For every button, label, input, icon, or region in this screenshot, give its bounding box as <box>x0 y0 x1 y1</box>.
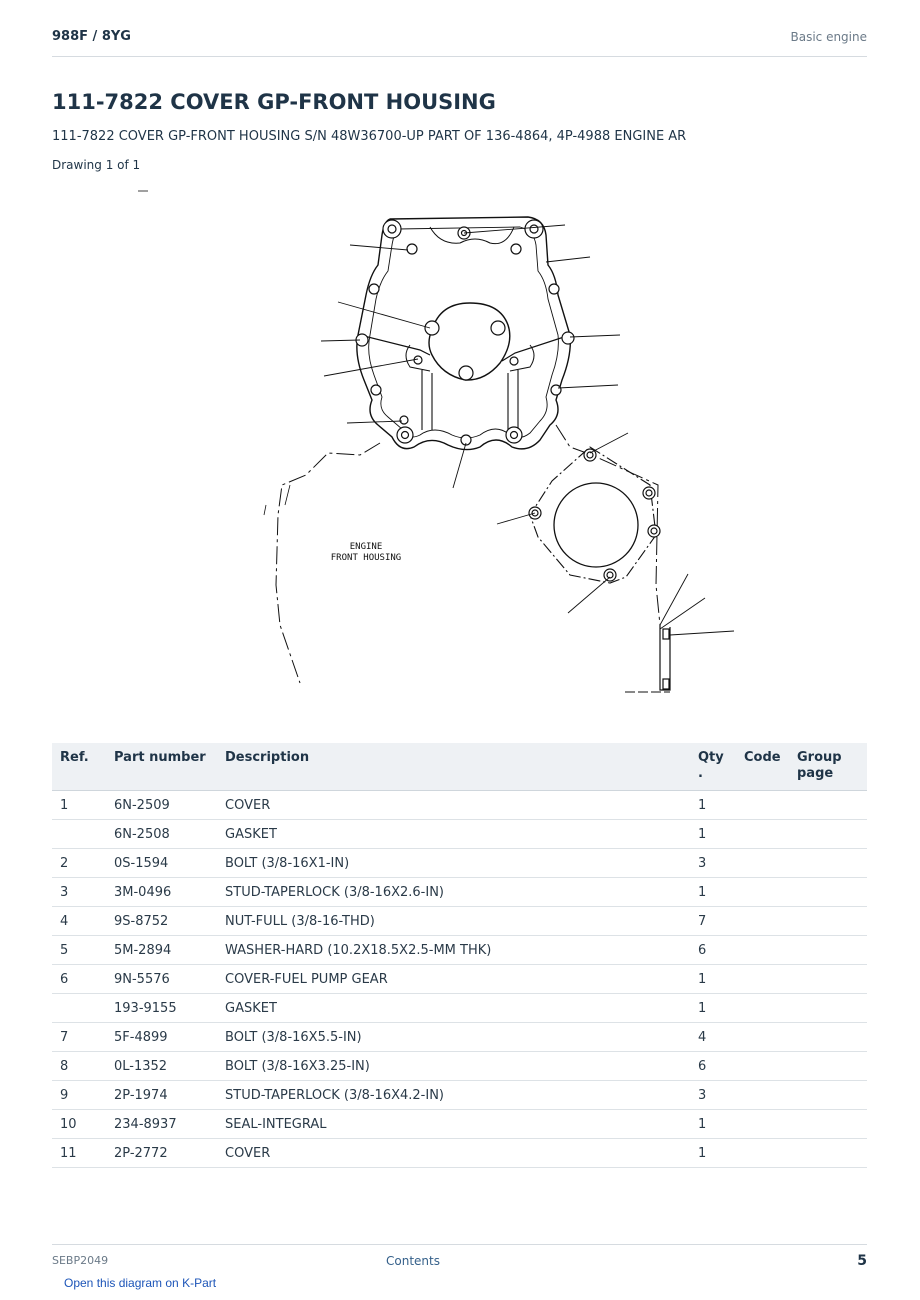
table-row <box>52 820 867 849</box>
description-cell: SEAL-INTEGRAL <box>217 1110 690 1139</box>
description-cell: BOLT (3/8-16X3.25-IN) <box>217 1052 690 1081</box>
col-ref-header: Ref. <box>52 743 106 791</box>
part-number-cell: 5F-4899 <box>106 1023 217 1052</box>
group-page-cell <box>789 1081 867 1110</box>
page-footer <box>52 1244 867 1269</box>
table-row <box>52 878 867 907</box>
col-description-header: Description <box>217 743 690 791</box>
col-qty-header: Qty . <box>690 743 736 791</box>
description-cell: STUD-TAPERLOCK (3/8-16X2.6-IN) <box>217 878 690 907</box>
description-cell: NUT-FULL (3/8-16-THD) <box>217 907 690 936</box>
table-row <box>52 1139 867 1168</box>
contents-link[interactable]: Contents <box>386 1254 440 1268</box>
group-page-cell <box>789 1139 867 1168</box>
code-cell <box>736 820 789 849</box>
part-number-cell: 0S-1594 <box>106 849 217 878</box>
part-number-cell: 6N-2508 <box>106 820 217 849</box>
code-cell <box>736 1052 789 1081</box>
description-cell: BOLT (3/8-16X5.5-IN) <box>217 1023 690 1052</box>
code-cell <box>736 1081 789 1110</box>
group-page-cell <box>789 878 867 907</box>
qty-cell: 6 <box>690 1052 736 1081</box>
col-code-header: Code <box>736 743 789 791</box>
part-number-cell: 0L-1352 <box>106 1052 217 1081</box>
code-cell <box>736 1023 789 1052</box>
page-subtitle: 111-7822 COVER GP-FRONT HOUSING S/N 48W36700-UP PART OF 136-4864, 4P-4988 ENGINE AR <box>52 129 687 144</box>
description-cell: BOLT (3/8-16X1-IN) <box>217 849 690 878</box>
qty-cell: 1 <box>690 994 736 1023</box>
code-cell <box>736 965 789 994</box>
front-cover-outline <box>357 217 570 450</box>
code-cell <box>736 1139 789 1168</box>
table-row <box>52 907 867 936</box>
qty-cell: 6 <box>690 936 736 965</box>
table-row <box>52 849 867 878</box>
code-cell <box>736 1110 789 1139</box>
part-number-cell: 9N-5576 <box>106 965 217 994</box>
description-cell: COVER <box>217 791 690 820</box>
model-label: 988F / 8YG <box>52 29 131 44</box>
ref-cell: 9 <box>52 1081 106 1110</box>
group-page-cell <box>789 936 867 965</box>
page-header <box>52 27 867 57</box>
ref-cell: 11 <box>52 1139 106 1168</box>
part-number-cell: 6N-2509 <box>106 791 217 820</box>
table-row <box>52 791 867 820</box>
ref-cell: 3 <box>52 878 106 907</box>
code-cell <box>736 907 789 936</box>
description-cell: COVER-FUEL PUMP GEAR <box>217 965 690 994</box>
qty-cell: 3 <box>690 849 736 878</box>
parts-table <box>52 743 867 1168</box>
group-page-cell <box>789 849 867 878</box>
table-header-row <box>52 743 867 791</box>
ref-cell: 2 <box>52 849 106 878</box>
parts-diagram <box>130 185 780 715</box>
ref-cell: 4 <box>52 907 106 936</box>
parts-table-body <box>52 791 867 1168</box>
table-row <box>52 965 867 994</box>
description-cell: GASKET <box>217 994 690 1023</box>
page-number: 5 <box>857 1253 867 1269</box>
part-number-cell: 3M-0496 <box>106 878 217 907</box>
qty-cell: 1 <box>690 791 736 820</box>
ref-cell <box>52 994 106 1023</box>
group-page-cell <box>789 1023 867 1052</box>
group-page-cell <box>789 791 867 820</box>
table-row <box>52 1052 867 1081</box>
code-cell <box>736 994 789 1023</box>
ref-cell: 6 <box>52 965 106 994</box>
qty-cell: 1 <box>690 965 736 994</box>
code-cell <box>736 849 789 878</box>
ref-cell: 7 <box>52 1023 106 1052</box>
qty-cell: 1 <box>690 1110 736 1139</box>
table-row <box>52 1023 867 1052</box>
qty-cell: 7 <box>690 907 736 936</box>
qty-cell: 1 <box>690 820 736 849</box>
part-number-cell: 193-9155 <box>106 994 217 1023</box>
part-number-cell: 2P-1974 <box>106 1081 217 1110</box>
qty-cell: 1 <box>690 1139 736 1168</box>
group-page-cell <box>789 1052 867 1081</box>
ref-cell: 8 <box>52 1052 106 1081</box>
part-number-cell: 5M-2894 <box>106 936 217 965</box>
code-cell <box>736 936 789 965</box>
description-cell: COVER <box>217 1139 690 1168</box>
col-part-number-header: Part number <box>106 743 217 791</box>
diagram-label-line2: FRONT HOUSING <box>330 553 402 563</box>
ref-cell: 5 <box>52 936 106 965</box>
description-cell: STUD-TAPERLOCK (3/8-16X4.2-IN) <box>217 1081 690 1110</box>
document-id: SEBP2049 <box>52 1254 109 1267</box>
group-page-cell <box>789 965 867 994</box>
group-page-cell <box>789 907 867 936</box>
table-row <box>52 994 867 1023</box>
part-number-cell: 9S-8752 <box>106 907 217 936</box>
code-cell <box>736 878 789 907</box>
diagram-label-line1: ENGINE <box>349 542 383 552</box>
description-cell: GASKET <box>217 820 690 849</box>
table-row <box>52 1110 867 1139</box>
description-cell: WASHER-HARD (10.2X18.5X2.5-MM THK) <box>217 936 690 965</box>
group-page-cell <box>789 820 867 849</box>
pump-bore <box>554 483 638 567</box>
page-title: 111-7822 COVER GP-FRONT HOUSING <box>52 90 496 114</box>
col-group-page-header: Group page <box>789 743 867 791</box>
ref-cell <box>52 820 106 849</box>
ref-cell: 10 <box>52 1110 106 1139</box>
section-label: Basic engine <box>790 30 867 44</box>
ref-cell: 1 <box>52 791 106 820</box>
group-page-cell <box>789 1110 867 1139</box>
front-cover-inner-flange <box>369 227 559 438</box>
qty-cell: 4 <box>690 1023 736 1052</box>
table-row <box>52 936 867 965</box>
parts-diagram-svg <box>130 185 780 715</box>
open-diagram-link[interactable]: Open this diagram on K-Part <box>64 1276 217 1290</box>
qty-cell: 3 <box>690 1081 736 1110</box>
qty-cell: 1 <box>690 878 736 907</box>
group-page-cell <box>789 994 867 1023</box>
table-row <box>52 1081 867 1110</box>
part-number-cell: 2P-2772 <box>106 1139 217 1168</box>
code-cell <box>736 791 789 820</box>
drawing-count-label: Drawing 1 of 1 <box>52 158 141 172</box>
part-number-cell: 234-8937 <box>106 1110 217 1139</box>
